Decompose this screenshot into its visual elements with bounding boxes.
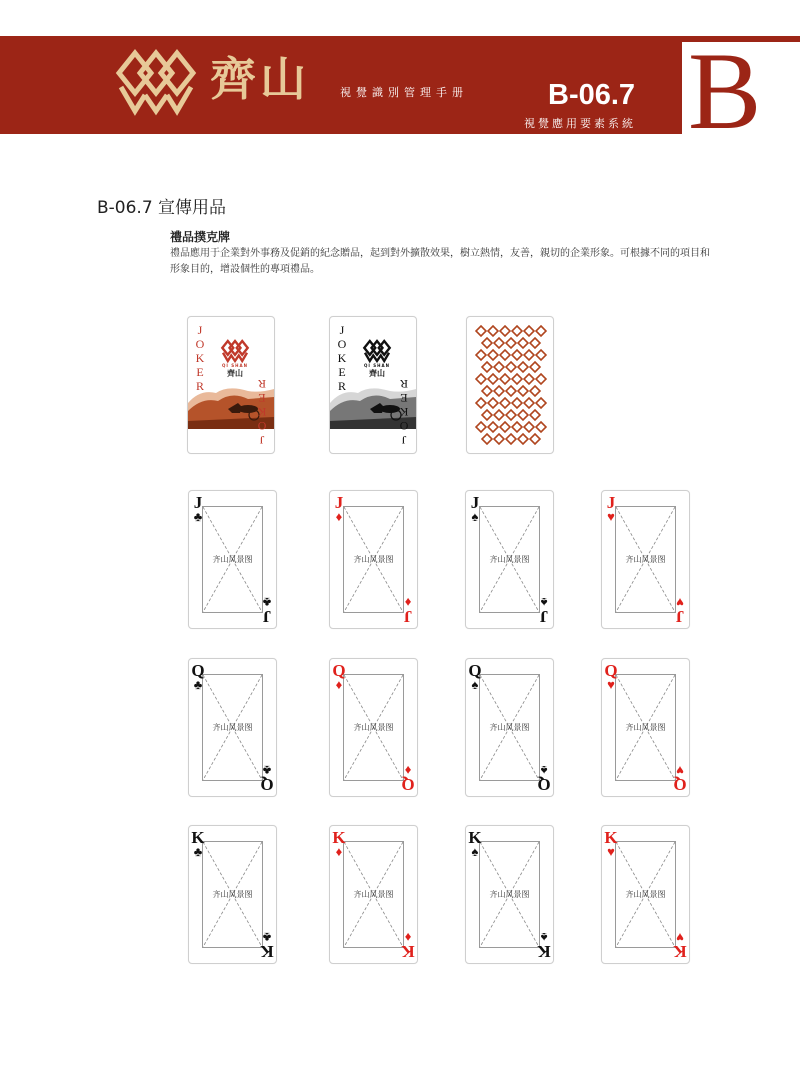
card-index-bottom: [537, 596, 551, 624]
scenery-caption: 齐山风景图: [212, 555, 253, 564]
pattern-motif: [530, 434, 540, 444]
card-suit-icon: ♣: [262, 763, 272, 778]
pattern-motif: [530, 410, 540, 420]
card-index-bottom: [401, 596, 415, 624]
scenery-caption: 齐山风景图: [212, 890, 253, 899]
card-suit-icon: ♥: [607, 677, 615, 692]
card-rank: K: [468, 828, 482, 847]
card-suit-icon: ♦: [404, 595, 412, 610]
card-rank: Q: [604, 661, 618, 680]
pattern-motif: [476, 398, 486, 408]
pattern-motif: [506, 410, 516, 420]
pattern-motif: [494, 386, 504, 396]
face-card-j-2: [465, 490, 554, 629]
card-rank: Q: [537, 775, 551, 794]
card-index-bottom: [673, 596, 687, 624]
card-suit-icon: ♠: [471, 677, 479, 692]
joker-label-top: JOKER: [335, 323, 349, 393]
card-index-top: [468, 663, 482, 691]
card-index-bottom: [401, 931, 415, 959]
card-suit-icon: ♠: [540, 595, 548, 610]
pattern-motif: [494, 410, 504, 420]
joker-card-black: [329, 316, 417, 454]
card-index-top: [604, 495, 618, 523]
scenery-placeholder: [343, 674, 404, 781]
card-rank: Q: [332, 661, 346, 680]
face-card-j-0: [188, 490, 277, 629]
card-index-bottom: [401, 764, 415, 792]
card-index-top: [191, 495, 205, 523]
card-rank: J: [675, 607, 685, 626]
card-index-bottom: [673, 764, 687, 792]
card-suit-icon: ♦: [335, 677, 343, 692]
card-rank: J: [539, 607, 549, 626]
card-suit-icon: ♥: [676, 930, 684, 945]
face-card-j-3: [601, 490, 690, 629]
pattern-motif: [512, 422, 522, 432]
joker-label-bottom: JOKER: [255, 377, 269, 447]
pattern-motif: [536, 350, 546, 360]
pattern-motif: [482, 338, 492, 348]
scenery-caption: 齐山风景图: [489, 890, 530, 899]
scenery-placeholder: [479, 674, 540, 781]
pattern-motif: [500, 422, 510, 432]
joker-label-top: JOKER: [193, 323, 207, 393]
card-suit-icon: ♦: [335, 509, 343, 524]
card-rank: J: [470, 493, 480, 512]
scenery-placeholder: [479, 841, 540, 948]
pattern-motif: [512, 374, 522, 384]
joker-logo-icon: [220, 339, 250, 363]
brand-name: 齊山: [210, 52, 310, 106]
scenery-caption: 齐山风景图: [489, 555, 530, 564]
card-rank: J: [606, 493, 616, 512]
pattern-motif: [518, 362, 528, 372]
card-rank: J: [193, 493, 203, 512]
card-index-bottom: [260, 931, 274, 959]
card-suit-icon: ♦: [335, 844, 343, 859]
joker-label-bottom: JOKER: [397, 377, 411, 447]
pattern-motif: [476, 350, 486, 360]
pattern-motif: [482, 386, 492, 396]
scenery-caption: 齐山风景图: [212, 723, 253, 732]
joker-brand-latin: QI SHAN: [222, 363, 248, 368]
card-suit-icon: ♠: [540, 930, 548, 945]
card-rank: J: [403, 607, 413, 626]
card-suit-icon: ♣: [193, 509, 203, 524]
pattern-motif: [494, 362, 504, 372]
card-rank: Q: [673, 775, 687, 794]
card-suit-icon: ♣: [193, 844, 203, 859]
scenery-placeholder: [479, 506, 540, 613]
card-index-bottom: [537, 764, 551, 792]
pattern-motif: [488, 326, 498, 336]
pattern-motif: [506, 434, 516, 444]
scenery-placeholder: [202, 674, 263, 781]
face-card-k-9: [329, 825, 418, 964]
card-index-top: [332, 830, 346, 858]
pattern-motif: [536, 422, 546, 432]
card-suit-icon: ♠: [540, 763, 548, 778]
card-rank: K: [191, 828, 205, 847]
joker-logo-icon: [362, 339, 392, 363]
scenery-caption: 齐山风景图: [353, 890, 394, 899]
pattern-motif: [524, 422, 534, 432]
pattern-motif: [512, 350, 522, 360]
card-rank: K: [604, 828, 618, 847]
pattern-motif: [530, 338, 540, 348]
pattern-motif: [512, 326, 522, 336]
pattern-motif: [488, 422, 498, 432]
card-rank: K: [537, 942, 551, 961]
section-letter: B: [682, 42, 800, 140]
pattern-motif: [536, 326, 546, 336]
page-code: B-06.7: [548, 79, 636, 111]
card-suit-icon: ♥: [607, 509, 615, 524]
pattern-motif: [500, 326, 510, 336]
card-rank: Q: [260, 775, 274, 794]
pattern-motif: [482, 434, 492, 444]
card-index-top: [468, 830, 482, 858]
pattern-motif: [500, 350, 510, 360]
card-index-top: [468, 495, 482, 523]
face-card-j-1: [329, 490, 418, 629]
pattern-motif: [482, 410, 492, 420]
card-rank: K: [401, 942, 415, 961]
pattern-motif: [524, 326, 534, 336]
card-suit-icon: ♠: [471, 509, 479, 524]
scenery-caption: 齐山风景图: [625, 723, 666, 732]
card-suit-icon: ♥: [676, 595, 684, 610]
face-card-q-5: [329, 658, 418, 797]
scenery-placeholder: [202, 506, 263, 613]
pattern-motif: [506, 362, 516, 372]
scenery-caption: 齐山风景图: [625, 555, 666, 564]
pattern-motif: [476, 422, 486, 432]
pattern-motif: [506, 386, 516, 396]
card-index-bottom: [673, 931, 687, 959]
card-index-top: [604, 663, 618, 691]
card-rank: K: [332, 828, 346, 847]
pattern-motif: [488, 398, 498, 408]
pattern-motif: [494, 338, 504, 348]
pattern-motif: [512, 398, 522, 408]
card-suit-icon: ♦: [404, 930, 412, 945]
card-index-bottom: [260, 596, 274, 624]
pattern-motif: [530, 362, 540, 372]
pattern-motif: [476, 374, 486, 384]
scenery-placeholder: [615, 506, 676, 613]
face-card-k-11: [601, 825, 690, 964]
scenery-placeholder: [202, 841, 263, 948]
pattern-motif: [518, 338, 528, 348]
pattern-motif: [482, 362, 492, 372]
card-suit-icon: ♦: [404, 763, 412, 778]
scenery-placeholder: [343, 506, 404, 613]
joker-card-color: [187, 316, 275, 454]
card-suit-icon: ♣: [262, 930, 272, 945]
joker-brand-latin: QI SHAN: [364, 363, 390, 368]
card-index-top: [191, 830, 205, 858]
card-back: [466, 316, 554, 454]
card-index-bottom: [260, 764, 274, 792]
pattern-motif: [500, 374, 510, 384]
pattern-motif: [536, 398, 546, 408]
scenery-caption: 齐山风景图: [625, 890, 666, 899]
card-rank: J: [262, 607, 272, 626]
pattern-motif: [530, 386, 540, 396]
pattern-motif: [524, 350, 534, 360]
pattern-motif: [494, 434, 504, 444]
card-index-top: [604, 830, 618, 858]
scenery-caption: 齐山风景图: [353, 723, 394, 732]
face-card-q-7: [601, 658, 690, 797]
face-card-k-10: [465, 825, 554, 964]
scenery-caption: 齐山风景图: [489, 723, 530, 732]
pattern-motif: [518, 410, 528, 420]
pattern-motif: [488, 374, 498, 384]
section-title: B-06.7 宣傳用品: [97, 198, 227, 218]
card-rank: Q: [468, 661, 482, 680]
pattern-motif: [518, 386, 528, 396]
face-card-q-4: [188, 658, 277, 797]
pattern-motif: [518, 434, 528, 444]
scenery-placeholder: [343, 841, 404, 948]
card-suit-icon: ♠: [471, 844, 479, 859]
card-suit-icon: ♣: [262, 595, 272, 610]
pattern-motif: [506, 338, 516, 348]
card-index-top: [332, 663, 346, 691]
pattern-motif: [488, 350, 498, 360]
scenery-placeholder: [615, 841, 676, 948]
card-rank: K: [673, 942, 687, 961]
card-suit-icon: ♥: [607, 844, 615, 859]
card-rank: Q: [191, 661, 205, 680]
pattern-motif: [536, 374, 546, 384]
card-rank: J: [334, 493, 344, 512]
pattern-motif: [524, 374, 534, 384]
card-rank: Q: [401, 775, 415, 794]
joker-brand-cn: 齊山: [369, 368, 385, 378]
scenery-placeholder: [615, 674, 676, 781]
item-title: 禮品撲克牌: [170, 230, 231, 244]
manual-title: 視覺識別管理手册: [340, 86, 468, 99]
card-back-pattern-icon: [475, 325, 547, 445]
card-index-top: [332, 495, 346, 523]
scenery-caption: 齐山风景图: [353, 555, 394, 564]
joker-brand-cn: 齊山: [227, 368, 243, 378]
face-card-q-6: [465, 658, 554, 797]
card-rank: K: [260, 942, 274, 961]
card-index-top: [191, 663, 205, 691]
pattern-motif: [500, 398, 510, 408]
item-description: 禮品應用于企業對外事務及促銷的紀念贈品，起到對外擴散效果，樹立熱情，友善，親切的企業形象。可根據不同的項目和形象目的，增設個性的專項禮品。: [170, 248, 710, 275]
card-index-bottom: [537, 931, 551, 959]
card-suit-icon: ♣: [193, 677, 203, 692]
card-suit-icon: ♥: [676, 763, 684, 778]
pattern-motif: [476, 326, 486, 336]
section-subtitle: 視覺應用要素系統: [524, 117, 636, 130]
brand-logo-icon: [113, 47, 199, 117]
face-card-k-8: [188, 825, 277, 964]
pattern-motif: [524, 398, 534, 408]
